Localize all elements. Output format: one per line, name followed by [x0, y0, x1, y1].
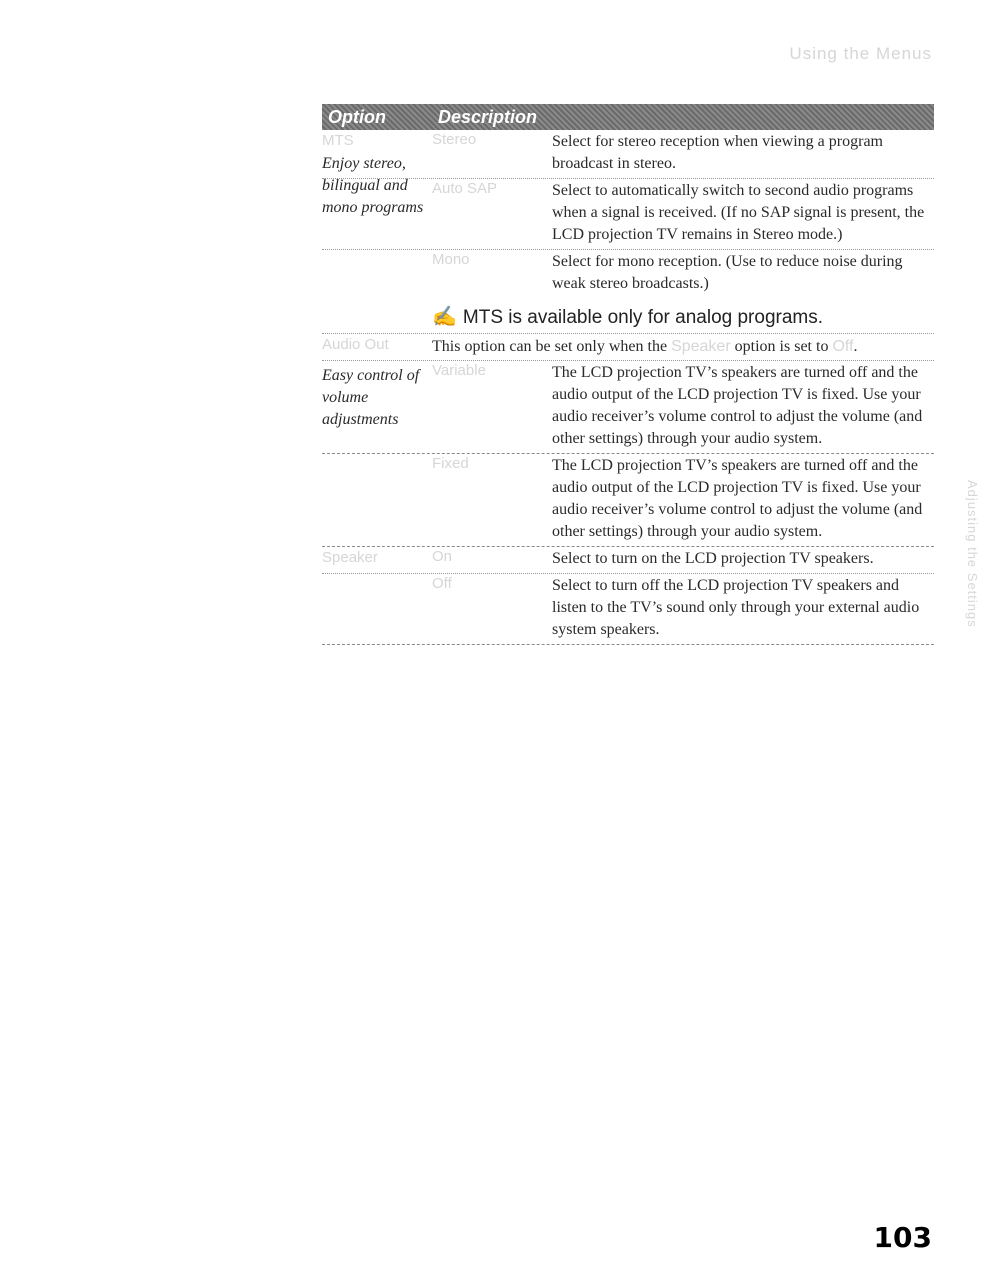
speaker-value: On	[432, 548, 453, 565]
audio-out-option-purpose: Easy control of volume adjustments	[322, 367, 420, 428]
pencil-note-icon: ✍	[432, 306, 457, 328]
mts-row-stereo	[322, 130, 934, 178]
condition-value: Off	[832, 338, 854, 355]
speaker-description: Select to turn off the LCD projection TV speakers and listen to the TV’s sound only through your external audio system speakers.	[552, 577, 920, 638]
mts-section	[322, 130, 934, 334]
mts-note-text: MTS is available only for analog programs.	[462, 307, 824, 328]
speaker-section	[322, 547, 934, 645]
mts-value: Stereo	[432, 131, 477, 148]
mts-value: Auto SAP	[432, 180, 498, 197]
mts-description: Select for mono reception. (Use to reduce noise during weak stereo broadcasts.)	[552, 253, 903, 292]
audio-out-option-name: Audio Out	[322, 336, 389, 353]
table-header	[322, 104, 934, 130]
speaker-row-on	[322, 547, 934, 573]
audio-out-fixed-section	[322, 454, 934, 547]
speaker-row-off	[322, 573, 934, 644]
audio-out-condition	[432, 334, 934, 360]
mts-description: Select to automatically switch to second audio programs when a signal is received. (If no SAP signal is present, the LCD projection TV remains in Stereo mode.)	[552, 182, 925, 243]
audio-out-description: The LCD projection TV’s speakers are turned off and the audio output of the LCD projection TV is fixed. Use your audio receiver’s volume control to adjust the volume (and other settings) through your audio system.	[552, 457, 923, 540]
speaker-description: Select to turn on the LCD projection TV speakers.	[552, 550, 874, 567]
condition-prefix: This option can be set only when the	[432, 338, 668, 355]
mts-note	[432, 298, 934, 333]
condition-middle: option is set to	[734, 338, 829, 355]
audio-out-row-variable	[322, 360, 934, 453]
mts-description: Select for stereo reception when viewing a program broadcast in stereo.	[552, 133, 883, 172]
audio-out-value: Fixed	[432, 455, 469, 472]
audio-out-section	[322, 334, 934, 454]
mts-option-name: MTS	[322, 132, 354, 149]
mts-row-mono	[322, 249, 934, 298]
mts-option-purpose: Enjoy stereo, bilingual and mono programs	[322, 155, 424, 216]
speaker-option-name: Speaker	[322, 549, 378, 566]
side-tab: Adjusting the Settings	[965, 480, 980, 628]
options-table	[322, 104, 934, 645]
audio-out-value: Variable	[432, 362, 486, 379]
header-option: Option	[328, 106, 386, 127]
condition-suffix: .	[853, 338, 858, 355]
condition-option: Speaker	[671, 338, 731, 355]
page-number: 103	[873, 1221, 932, 1254]
running-header: Using the Menus	[789, 44, 932, 63]
mts-row-auto-sap	[322, 178, 934, 249]
header-description: Description	[438, 106, 538, 127]
audio-out-description: The LCD projection TV’s speakers are turned off and the audio output of the LCD projection TV is fixed. Use your audio receiver’s volume control to adjust the volume (and other settings) through your audio system.	[552, 364, 923, 447]
audio-out-row-fixed	[322, 454, 934, 546]
speaker-value: Off	[432, 575, 452, 592]
mts-value: Mono	[432, 251, 470, 268]
